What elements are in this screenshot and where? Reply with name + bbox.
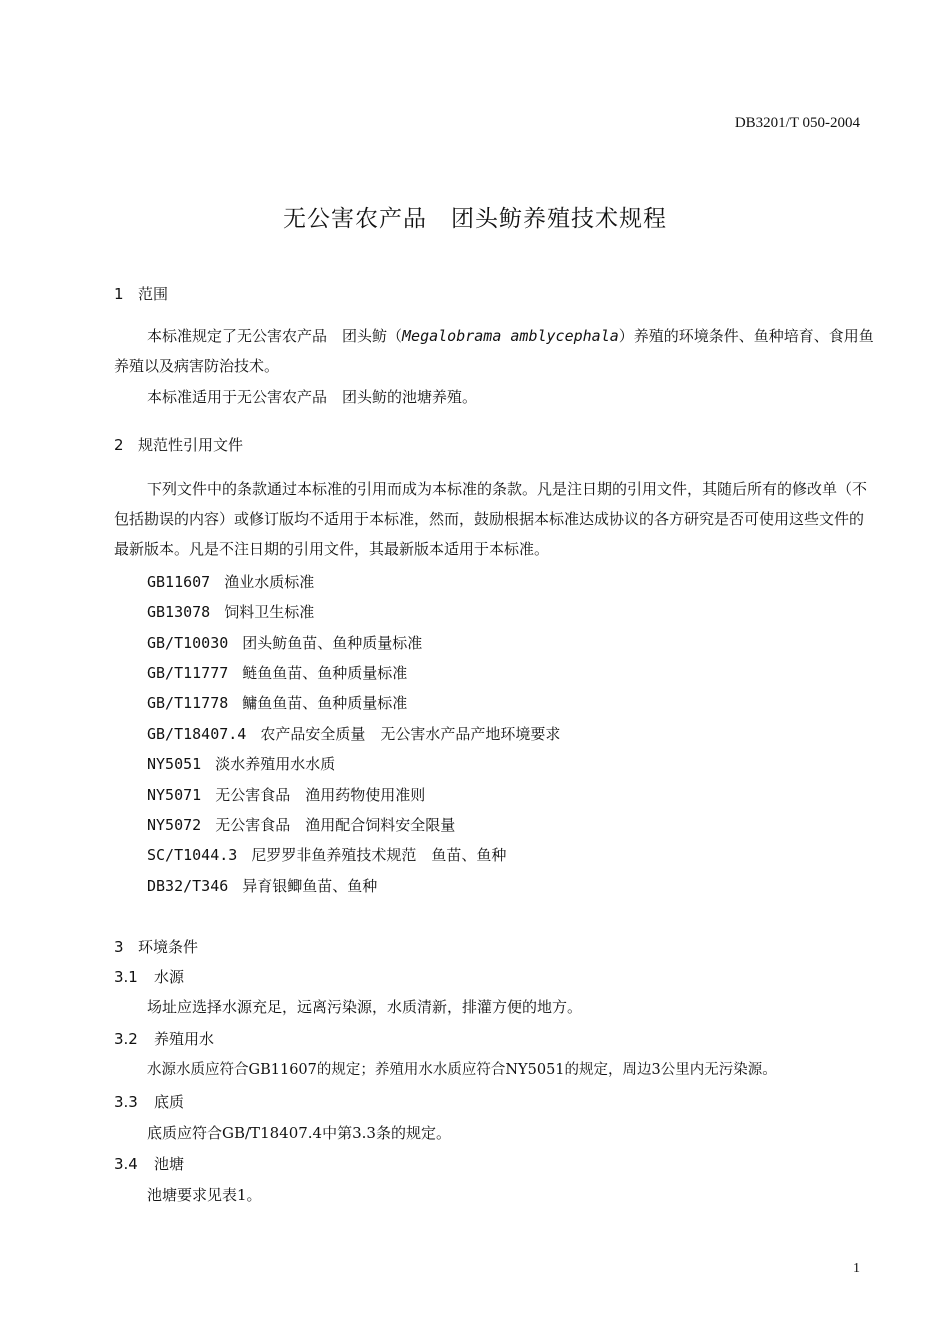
subsection-number: 3.1 <box>114 968 138 986</box>
page-number: 1 <box>853 1261 860 1276</box>
reference-name: 无公害食品 渔用配合饲料安全限量 <box>215 816 456 834</box>
reference-item <box>147 875 377 896</box>
subsection-3-3-text: 底质应符合GB/T18407.4中第3.3条的规定。 <box>147 1124 451 1142</box>
subsection-title: 水源 <box>154 968 185 986</box>
reference-name: 鳙鱼鱼苗、鱼种质量标准 <box>242 694 408 712</box>
paragraph-text: 本标准规定了无公害农产品 团头鲂（ <box>147 327 403 345</box>
reference-name: 尼罗罗非鱼养殖技术规范 鱼苗、鱼种 <box>251 846 507 864</box>
section-title: 规范性引用文件 <box>138 436 244 454</box>
section-2-heading <box>114 434 243 455</box>
reference-code: GB/T18407.4 <box>147 725 247 743</box>
reference-item <box>147 784 425 805</box>
reference-item <box>147 601 314 622</box>
section-number: 3 <box>114 938 124 956</box>
section-title: 环境条件 <box>138 938 199 956</box>
section-1-paragraph-2: 本标准适用于无公害农产品 团头鲂的池塘养殖。 <box>147 388 478 406</box>
reference-code: NY5072 <box>147 816 202 834</box>
paragraph-text: ）养殖的环境条件、鱼种培育、食用鱼养殖以及病害防治技术。 <box>114 327 874 375</box>
reference-code: GB/T11777 <box>147 664 229 682</box>
reference-code: GB/T11778 <box>147 694 229 712</box>
reference-code: GB13078 <box>147 603 211 621</box>
subsection-3-1-heading <box>114 966 184 987</box>
section-2-paragraph-1: 下列文件中的条款通过本标准的引用而成为本标准的条款。凡是注日期的引用文件，其随后所有的修改单（不包括勘误的内容）或修订版均不适用于本标准，然而，鼓励根据本标准达成协议的各方研究是否可使用这些文件的最新版本。凡是不注日期的引用文件，其最新版本适用于本标准。 <box>114 480 868 558</box>
reference-item <box>147 814 455 835</box>
subsection-number: 3.2 <box>114 1030 138 1048</box>
reference-code: DB32/T346 <box>147 877 229 895</box>
reference-name: 渔业水质标准 <box>224 573 315 591</box>
section-number: 1 <box>114 285 124 303</box>
reference-item <box>147 753 335 774</box>
subsection-number: 3.3 <box>114 1093 138 1111</box>
reference-code: GB11607 <box>147 573 211 591</box>
reference-item <box>147 571 314 592</box>
subsection-3-4-heading <box>114 1153 184 1174</box>
reference-code: NY5051 <box>147 755 202 773</box>
subsection-title: 养殖用水 <box>154 1030 215 1048</box>
reference-name: 饲料卫生标准 <box>224 603 315 621</box>
reference-code: NY5071 <box>147 786 202 804</box>
section-3-heading <box>114 936 198 957</box>
section-number: 2 <box>114 436 124 454</box>
subsection-number: 3.4 <box>114 1155 138 1173</box>
latin-name: Megalobrama amblycephala <box>402 327 619 345</box>
section-title: 范围 <box>138 285 169 303</box>
reference-name: 淡水养殖用水水质 <box>215 755 336 773</box>
reference-name: 团头鲂鱼苗、鱼种质量标准 <box>242 634 423 652</box>
reference-item <box>147 723 560 744</box>
reference-item <box>147 632 422 653</box>
reference-code: SC/T1044.3 <box>147 846 238 864</box>
reference-item <box>147 662 407 683</box>
reference-name: 鲢鱼鱼苗、鱼种质量标准 <box>242 664 408 682</box>
subsection-title: 池塘 <box>154 1155 185 1173</box>
reference-name: 异育银鲫鱼苗、鱼种 <box>242 877 378 895</box>
reference-name: 农产品安全质量 无公害水产品产地环境要求 <box>260 725 561 743</box>
section-1-heading <box>114 283 168 304</box>
standard-number: DB3201/T 050-2004 <box>734 115 860 131</box>
reference-name: 无公害食品 渔用药物使用准则 <box>215 786 426 804</box>
subsection-title: 底质 <box>154 1093 185 1111</box>
subsection-3-2-text: 水源水质应符合GB11607的规定；养殖用水水质应符合NY5051的规定，周边3公里内无污染源。 <box>147 1062 777 1078</box>
reference-item <box>147 692 407 713</box>
document-title: 无公害农产品 团头鲂养殖技术规程 <box>283 206 667 232</box>
reference-code: GB/T10030 <box>147 634 229 652</box>
subsection-3-3-heading <box>114 1091 184 1112</box>
subsection-3-4-text: 池塘要求见表1。 <box>147 1186 262 1204</box>
section-1-paragraph-1 <box>114 321 874 381</box>
subsection-3-1-text: 场址应选择水源充足，远离污染源，水质清新，排灌方便的地方。 <box>147 998 583 1016</box>
reference-item <box>147 844 506 865</box>
subsection-3-2-heading <box>114 1028 214 1049</box>
